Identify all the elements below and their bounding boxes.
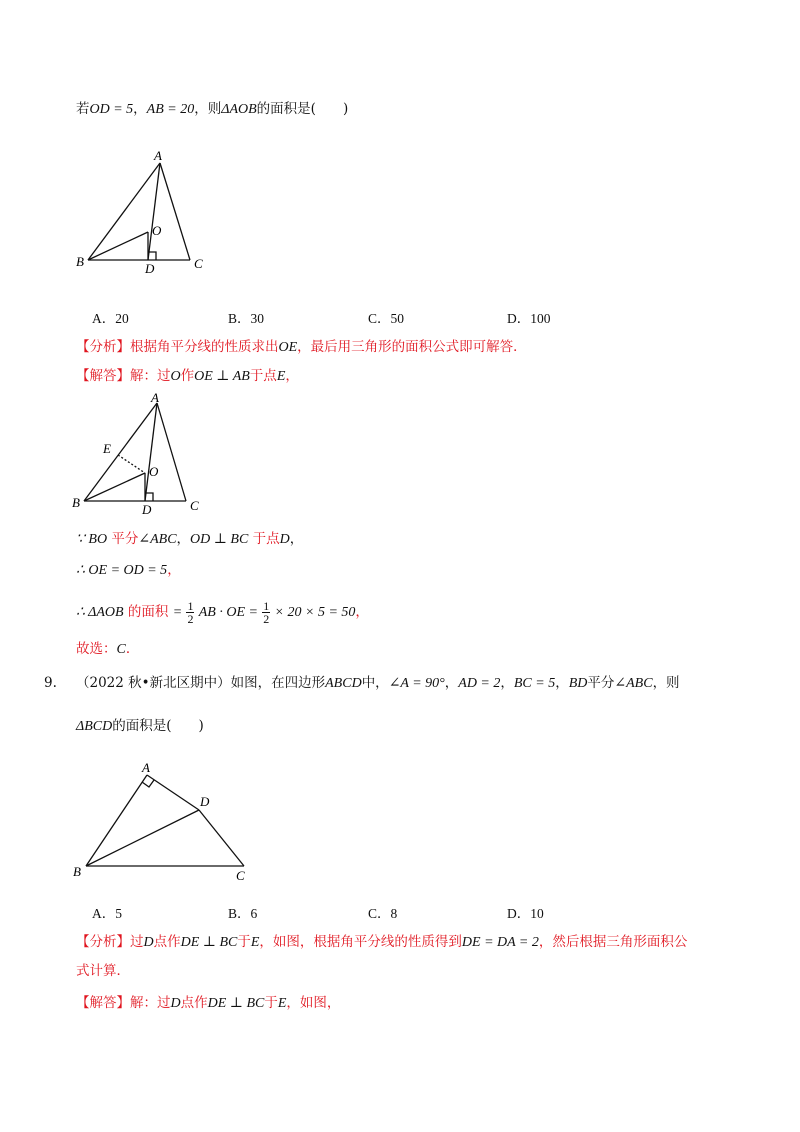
stem-math: ΔBCD <box>76 719 113 734</box>
solution-text: 作 <box>180 368 195 384</box>
analysis-tag: 【分析】 <box>76 339 130 355</box>
step-math: OD ⊥ BC <box>190 532 249 547</box>
stem-math: AD = 2 <box>458 676 501 691</box>
option-value: 10 <box>530 906 544 921</box>
step-text: ， <box>176 531 191 547</box>
solution-tag: 【解答】 <box>76 995 130 1011</box>
option-label: C． <box>368 906 391 921</box>
fig2-label-d: D <box>142 502 152 517</box>
stem-text: 若 <box>76 101 90 117</box>
option-label: B． <box>228 906 251 921</box>
fig1-label-o: O <box>152 223 162 238</box>
stem-text: ，则 <box>194 101 222 117</box>
stem-math: BC = 5 <box>513 676 556 691</box>
option-value: 30 <box>250 311 265 326</box>
step-math: AB · OE = <box>198 605 258 620</box>
step-math: ∵ BO <box>76 532 108 547</box>
step-text: 于点 <box>252 531 280 547</box>
q9-option-c[interactable] <box>368 902 397 922</box>
analysis-math: E <box>250 935 260 950</box>
answer-blank: ( ) <box>310 101 349 117</box>
analysis-text: ，最后用三角形的面积公式即可解答． <box>297 339 527 355</box>
stem-text: 的面积是 <box>256 101 311 117</box>
fig3-label-d: D <box>200 794 210 809</box>
analysis-math: DE ⊥ BC <box>180 935 238 950</box>
q9-option-b[interactable] <box>228 902 257 922</box>
analysis-math: D <box>143 935 154 950</box>
option-value: 6 <box>250 906 258 921</box>
fraction-numerator: 1 <box>263 599 270 613</box>
step-math: = <box>172 605 183 620</box>
solution-text: 解：过 <box>130 995 171 1011</box>
step-text: 平分 <box>111 531 139 547</box>
step-math: D <box>279 532 290 547</box>
solution-math: D <box>170 996 181 1011</box>
stem-text: 平分 <box>587 675 615 691</box>
stem-text: ， <box>444 675 459 691</box>
step-math: ∴ OE = OD = 5 <box>76 563 168 578</box>
option-value: 100 <box>530 311 551 326</box>
stem-text: ， <box>500 675 514 691</box>
solution-math: E <box>276 369 286 384</box>
solution-text: ，如图， <box>286 995 341 1011</box>
step-text: ， <box>289 531 304 547</box>
fig1-label-b: B <box>76 254 84 269</box>
fraction-numerator: 1 <box>187 599 194 613</box>
solution-tag: 【解答】 <box>76 368 130 384</box>
fig3-label-b: B <box>73 864 81 879</box>
answer-text: 故选： <box>76 641 117 657</box>
stem-text: ， <box>555 675 569 691</box>
q9-number: 9. <box>44 675 57 691</box>
stem-text: ，则 <box>652 675 680 691</box>
fig2-label-e: E <box>103 441 111 456</box>
answer-text: ． <box>125 641 140 657</box>
solution-text: 于点 <box>249 368 277 384</box>
analysis-text: ，然后根据三角形面积公 <box>538 934 688 950</box>
step-text: ， <box>167 562 181 578</box>
solution-text: 于 <box>264 995 278 1011</box>
solution-math: O <box>170 369 181 384</box>
stem-math: ∠ABC <box>614 676 653 691</box>
option-value: 8 <box>390 906 398 921</box>
solution-math: OE ⊥ AB <box>194 369 250 384</box>
fig2-label-c: C <box>190 498 199 513</box>
q9-option-a[interactable] <box>92 902 122 922</box>
fig2-label-o: O <box>149 464 159 479</box>
analysis-text: 过 <box>130 934 144 950</box>
fig1-label-c: C <box>194 256 203 271</box>
analysis-text: 于 <box>237 934 251 950</box>
fig3-label-a: A <box>142 760 150 775</box>
option-label: A． <box>92 906 116 921</box>
fig2-label-b: B <box>72 495 80 510</box>
analysis-math: OE <box>278 340 298 355</box>
fig2-label-a: A <box>151 390 159 405</box>
stem-math: ABCD <box>325 676 362 691</box>
stem-text: （2022 秋•新北区期中）如图，在四边形 <box>76 675 326 691</box>
option-value: 5 <box>115 906 122 921</box>
stem-text: 中， <box>361 675 389 691</box>
option-label: A． <box>92 311 116 326</box>
analysis-text: 根据角平分线的性质求出 <box>130 339 279 355</box>
analysis-text: 点作 <box>153 934 181 950</box>
option-value: 50 <box>390 311 405 326</box>
analysis-tag: 【分析】 <box>76 934 130 950</box>
solution-text: 点作 <box>180 995 208 1011</box>
solution-math: E <box>277 996 287 1011</box>
fraction-denominator: 2 <box>187 612 194 626</box>
stem-text: ， <box>133 101 147 117</box>
solution-text: 解：过 <box>130 368 171 384</box>
step-text: 的面积 <box>127 604 169 620</box>
stem-math: ∠A = 90° <box>388 676 445 691</box>
stem-math: BD <box>568 676 588 691</box>
stem-math: AB = 20 <box>146 102 195 117</box>
q9-option-d[interactable] <box>507 902 544 922</box>
answer-choice: C <box>116 642 126 657</box>
option-label: C． <box>368 311 391 326</box>
fraction-denominator: 2 <box>263 612 270 626</box>
analysis-math: DE = DA = 2 <box>461 935 539 950</box>
q9-analysis-line-1 <box>76 933 687 952</box>
fig1-label-a: A <box>154 148 162 163</box>
solution-text: ， <box>285 368 299 384</box>
fig1-label-d: D <box>145 261 155 276</box>
step-text: ， <box>355 604 369 620</box>
solution-math: DE ⊥ BC <box>207 996 265 1011</box>
step-math: ∠ABC <box>138 532 177 547</box>
step-math: × 20 × 5 = 50 <box>274 605 356 620</box>
q9-solution <box>76 994 340 1013</box>
fig3-label-c: C <box>236 868 245 883</box>
option-label: D． <box>507 311 531 326</box>
option-value: 20 <box>115 311 129 326</box>
stem-text: 的面积是 <box>112 718 167 734</box>
option-label: D． <box>507 906 531 921</box>
analysis-text: ，如图，根据角平分线的性质得到 <box>259 934 462 950</box>
option-label: B． <box>228 311 251 326</box>
stem-math: ΔAOB <box>221 102 257 117</box>
q9-analysis-line-2: 式计算． <box>76 963 130 979</box>
answer-blank: ( ) <box>166 718 204 734</box>
step-math: ∴ ΔAOB <box>76 605 124 620</box>
stem-math: OD = 5 <box>89 102 134 117</box>
